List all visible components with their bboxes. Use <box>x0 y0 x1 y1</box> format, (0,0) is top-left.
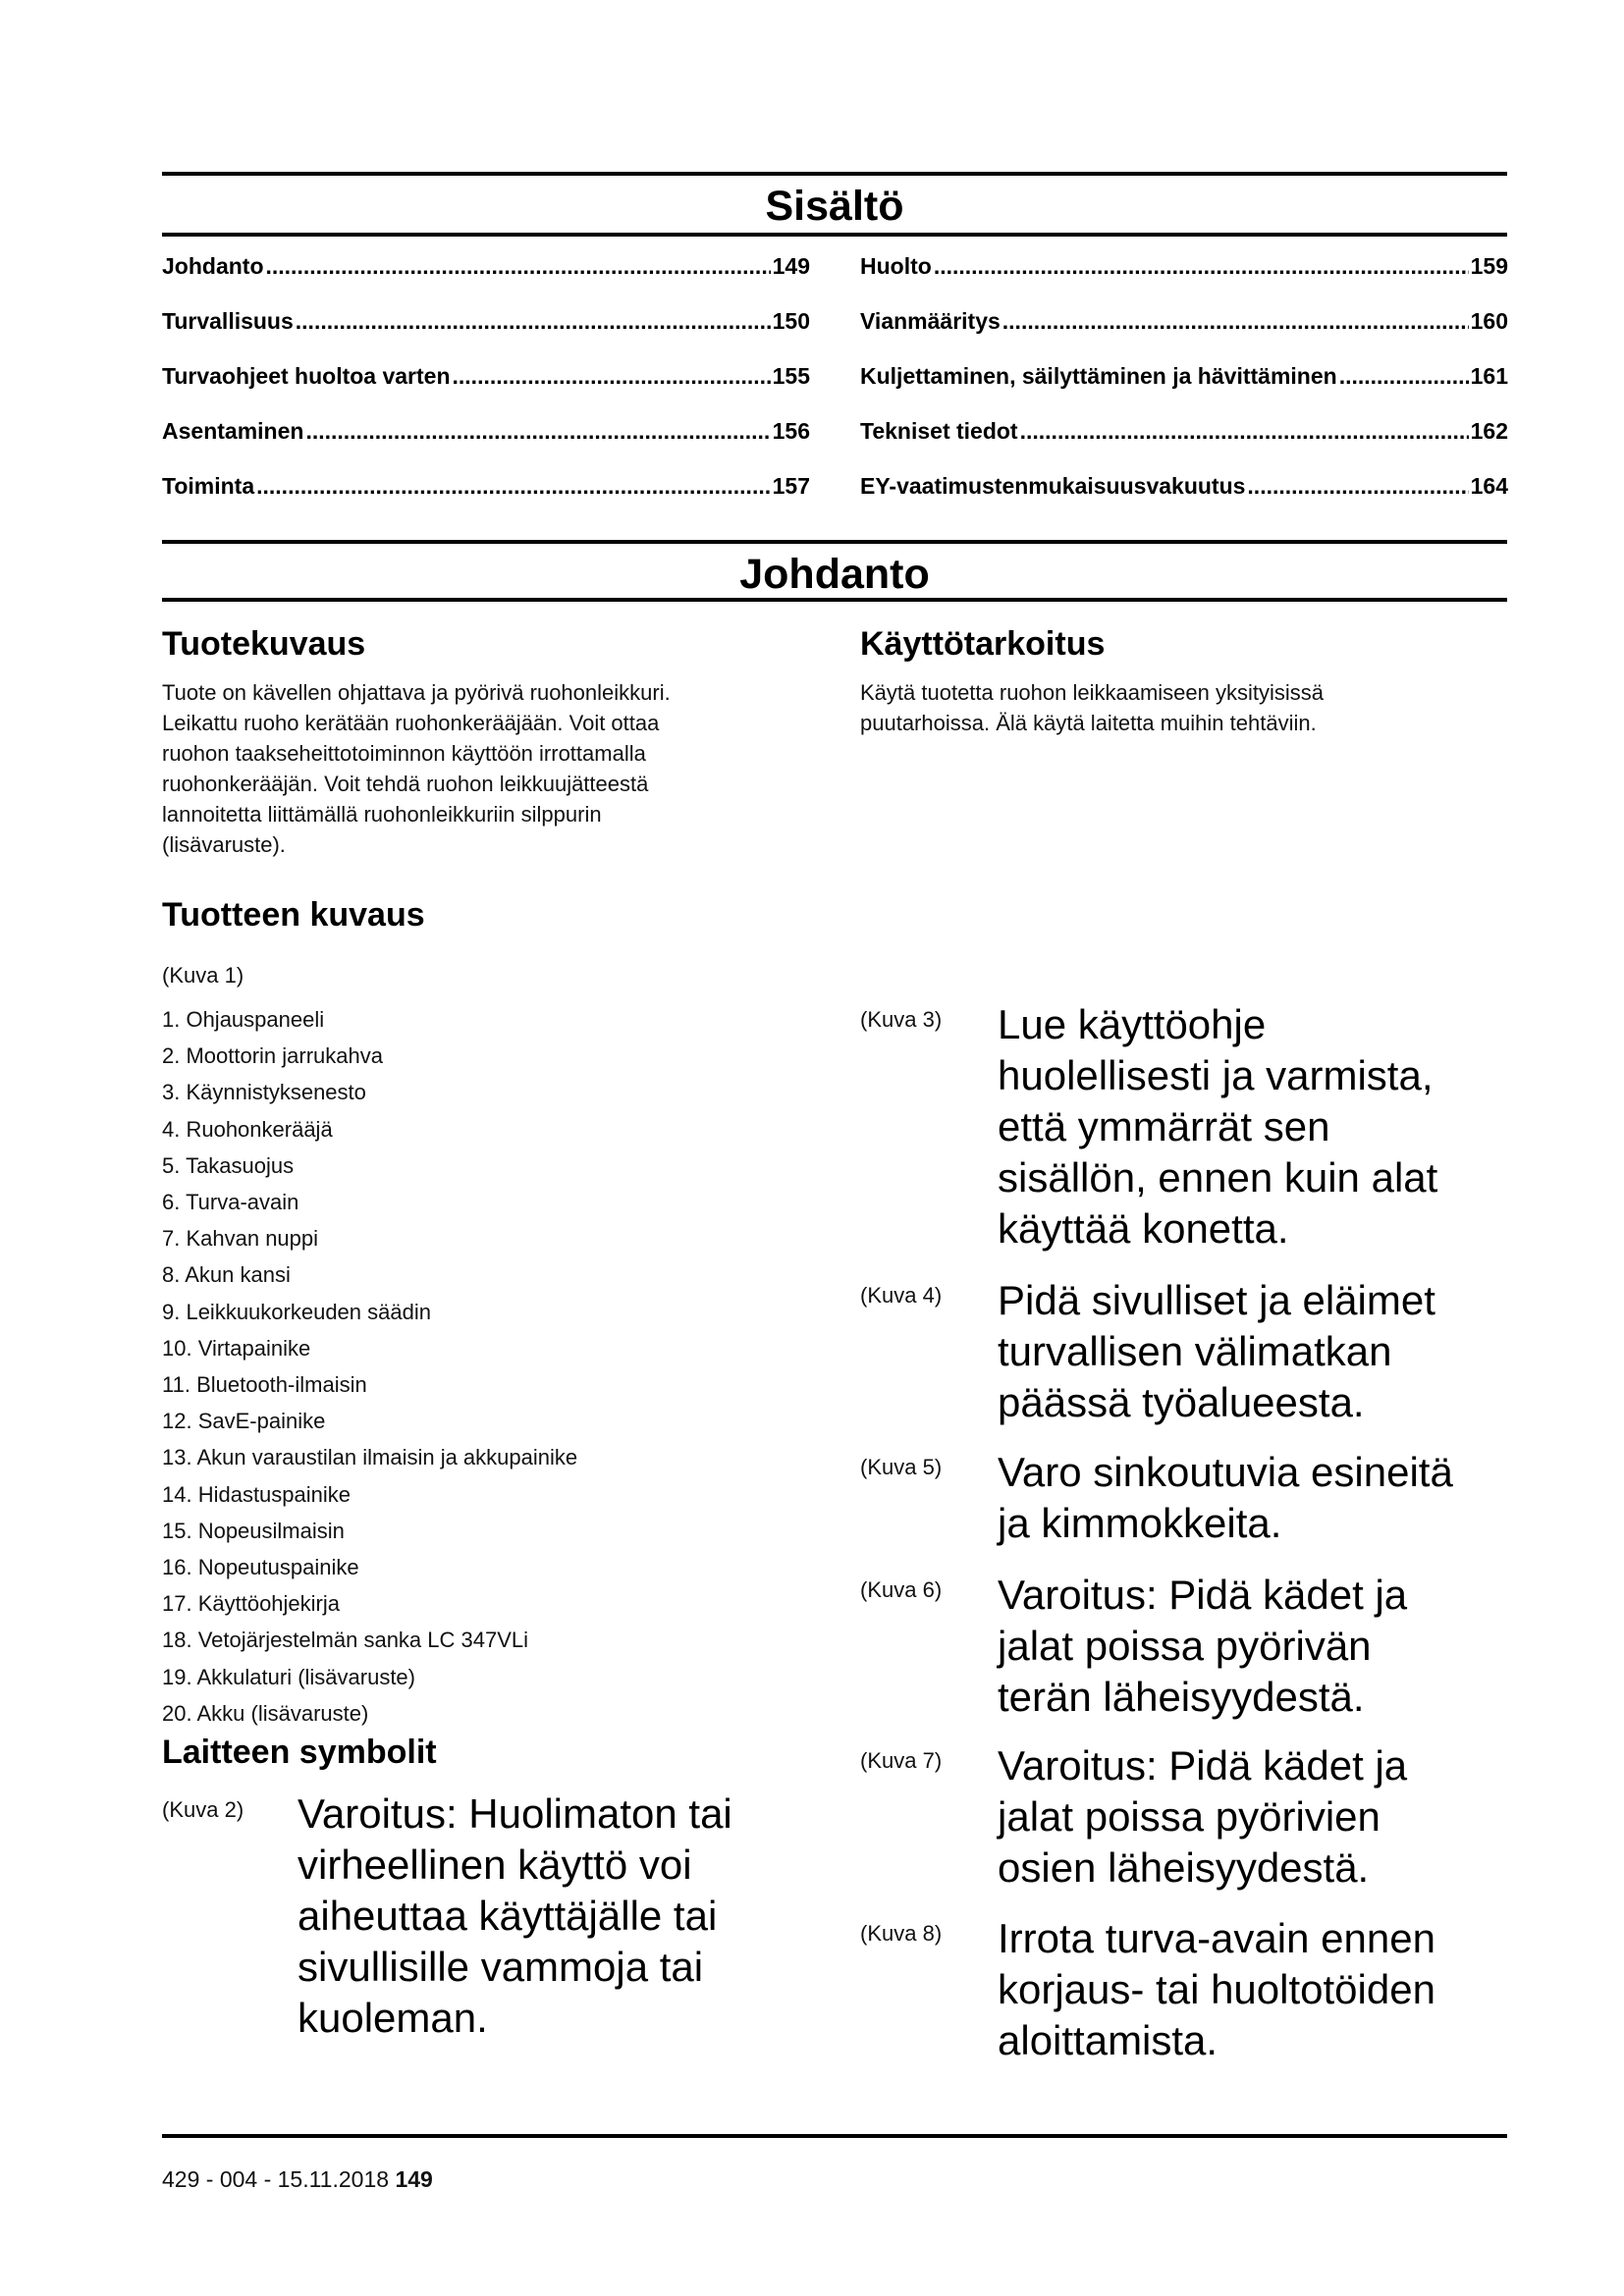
list-item: 9. Leikkuukorkeuden säädin <box>162 1299 431 1324</box>
toc-leader <box>1002 308 1469 335</box>
intended-use-heading: Käyttötarkoitus <box>860 625 1106 663</box>
toc-entry-label: Turvaohjeet huoltoa varten <box>162 363 451 389</box>
toc-entry-page: 150 <box>772 308 810 334</box>
toc-entry-page: 159 <box>1470 253 1508 279</box>
text-line: Varoitus: Huolimaton tai <box>298 1790 732 1837</box>
toc-entry-page: 149 <box>772 253 810 279</box>
figure-ref-kuva3: (Kuva 3) <box>860 1007 943 1032</box>
page-footer <box>162 2166 433 2193</box>
parts-list <box>162 1001 577 1732</box>
toc-entry-label: Huolto <box>860 253 932 279</box>
toc-entry[interactable] <box>162 363 810 418</box>
list-item: 14. Hidastuspainike <box>162 1481 352 1507</box>
figure-ref-kuva6: (Kuva 6) <box>860 1577 943 1602</box>
product-overview-heading: Tuotteen kuvaus <box>162 896 425 934</box>
toc-leader <box>1247 473 1468 500</box>
toc-entry[interactable] <box>162 253 810 308</box>
list-item: 17. Käyttöohjekirja <box>162 1591 340 1617</box>
text-line: terän läheisyydestä. <box>998 1674 1365 1720</box>
text-line: ruohonkerääjän. Voit tehdä ruohon leikkuujätteestä <box>162 772 649 796</box>
toc-leader <box>256 473 771 500</box>
list-item: 1. Ohjauspaneeli <box>162 1007 325 1032</box>
list-item: 2. Moottorin jarrukahva <box>162 1043 383 1069</box>
list-item: 8. Akun kansi <box>162 1262 291 1288</box>
toc-entry[interactable] <box>860 253 1508 308</box>
intended-use-text <box>860 677 1324 738</box>
list-item: 19. Akkulaturi (lisävaruste) <box>162 1664 415 1689</box>
toc-entry-page: 164 <box>1470 473 1508 499</box>
toc-right-column <box>860 253 1508 528</box>
symbol-text-kuva8 <box>998 1913 1435 2066</box>
product-description-heading: Tuotekuvaus <box>162 625 366 663</box>
text-line: sivullisille vammoja tai <box>298 1944 704 1990</box>
text-line: Pidä sivulliset ja eläimet <box>998 1277 1435 1323</box>
list-item: 18. Vetojärjestelmän sanka LC 347VLi <box>162 1628 529 1653</box>
toc-top-rule <box>162 172 1507 176</box>
toc-entry-label: EY-vaatimustenmukaisuusvakuutus <box>860 473 1246 499</box>
list-item: 4. Ruohonkerääjä <box>162 1116 333 1142</box>
symbol-text-kuva3 <box>998 999 1437 1255</box>
text-line: että ymmärrät sen <box>998 1103 1330 1149</box>
text-line: Varoitus: Pidä kädet ja <box>998 1572 1408 1618</box>
text-line: aloittamista. <box>998 2017 1218 2063</box>
text-line: ja kimmokkeita. <box>998 1500 1282 1546</box>
toc-leader <box>934 253 1469 280</box>
toc-entry-label: Vianmääritys <box>860 308 1001 334</box>
symbol-text-kuva4 <box>998 1275 1435 1428</box>
toc-entry[interactable] <box>860 308 1508 363</box>
list-item: 12. SavE-painike <box>162 1409 326 1434</box>
text-line: Varoitus: Pidä kädet ja <box>998 1742 1408 1789</box>
figure-ref-kuva8: (Kuva 8) <box>860 1921 943 1946</box>
text-line: korjaus- tai huoltotöiden <box>998 1966 1435 2012</box>
text-line: Tuote on kävellen ohjattava ja pyörivä ruohonleikkuri. <box>162 680 671 705</box>
toc-leader <box>305 418 770 445</box>
toc-leader <box>266 253 771 280</box>
symbol-text-kuva2 <box>298 1789 732 2044</box>
symbols-heading: Laitteen symbolit <box>162 1734 437 1771</box>
footer-page-number: 149 <box>395 2166 433 2192</box>
toc-entry-label: Tekniset tiedot <box>860 418 1018 444</box>
text-line: jalat poissa pyörivän <box>998 1623 1372 1669</box>
text-line: Lue käyttöohje <box>998 1001 1267 1047</box>
text-line: Käytä tuotetta ruohon leikkaamiseen yksityisissä <box>860 680 1325 705</box>
text-line: (lisävaruste). <box>162 832 286 857</box>
toc-entry-page: 157 <box>772 473 810 499</box>
toc-bottom-rule <box>162 233 1507 237</box>
text-line: käyttää konetta. <box>998 1205 1289 1252</box>
text-line: Leikattu ruoho kerätään ruohonkerääjään. Voit ottaa <box>162 711 660 735</box>
list-item: 10. Virtapainike <box>162 1335 311 1361</box>
toc-leader <box>453 363 771 390</box>
text-line: Irrota turva-avain ennen <box>998 1915 1435 1961</box>
text-line: puutarhoissa. Älä käytä laitetta muihin tehtäviin. <box>860 711 1317 735</box>
toc-leader <box>1020 418 1469 445</box>
figure-ref-kuva2: (Kuva 2) <box>162 1797 244 1822</box>
figure-ref-kuva1: (Kuva 1) <box>162 963 244 988</box>
toc-leader <box>296 308 771 335</box>
text-line: sisällön, ennen kuin alat <box>998 1154 1438 1201</box>
toc-entry[interactable] <box>860 418 1508 473</box>
list-item: 11. Bluetooth-ilmaisin <box>162 1372 367 1398</box>
text-line: Varo sinkoutuvia esineitä <box>998 1449 1453 1495</box>
text-line: ruohon taakseheittotoiminnon käyttöön irrottamalla <box>162 741 646 766</box>
toc-entry-label: Asentaminen <box>162 418 304 444</box>
symbol-text-kuva6 <box>998 1570 1407 1723</box>
toc-entry-page: 160 <box>1470 308 1508 334</box>
intro-top-rule <box>162 540 1507 544</box>
symbol-text-kuva7 <box>998 1740 1407 1894</box>
list-item: 13. Akun varaustilan ilmaisin ja akkupainike <box>162 1445 578 1470</box>
figure-ref-kuva4: (Kuva 4) <box>860 1283 943 1308</box>
figure-ref-kuva5: (Kuva 5) <box>860 1455 943 1479</box>
toc-entry[interactable] <box>860 363 1508 418</box>
toc-entry-page: 156 <box>772 418 810 444</box>
text-line: päässä työalueesta. <box>998 1379 1365 1425</box>
footer-doc-ref: 429 - 004 - 15.11.2018 <box>162 2166 390 2192</box>
list-item: 15. Nopeusilmaisin <box>162 1518 345 1543</box>
toc-entry-page: 155 <box>772 363 810 389</box>
product-description-text <box>162 677 671 860</box>
text-line: huolellisesti ja varmista, <box>998 1052 1434 1098</box>
list-item: 5. Takasuojus <box>162 1152 295 1178</box>
text-line: aiheuttaa käyttäjälle tai <box>298 1893 718 1939</box>
toc-entry-label: Johdanto <box>162 253 264 279</box>
toc-entry-label: Turvallisuus <box>162 308 294 334</box>
text-line: jalat poissa pyörivien <box>998 1793 1380 1840</box>
text-line: lannoitetta liittämällä ruohonleikkuriin silppurin <box>162 802 602 827</box>
toc-entry[interactable] <box>162 473 810 528</box>
toc-entry[interactable] <box>860 473 1508 528</box>
text-line: turvallisen välimatkan <box>998 1328 1392 1374</box>
intro-bottom-rule <box>162 598 1507 602</box>
toc-entry-label: Toiminta <box>162 473 255 499</box>
toc-entry-page: 162 <box>1470 418 1508 444</box>
list-item: 6. Turva-avain <box>162 1190 299 1215</box>
text-line: virheellinen käyttö voi <box>298 1842 692 1888</box>
toc-entry-label: Kuljettaminen, säilyttäminen ja hävittäminen <box>860 363 1337 389</box>
intro-title: Johdanto <box>739 551 930 598</box>
toc-entry[interactable] <box>162 418 810 473</box>
toc-left-column <box>162 253 810 528</box>
figure-ref-kuva7: (Kuva 7) <box>860 1748 943 1773</box>
list-item: 7. Kahvan nuppi <box>162 1226 319 1252</box>
text-line: osien läheisyydestä. <box>998 1844 1370 1891</box>
text-line: kuoleman. <box>298 1995 488 2041</box>
toc-title: Sisältö <box>765 183 904 230</box>
list-item: 16. Nopeutuspainike <box>162 1555 359 1580</box>
toc-entry-page: 161 <box>1470 363 1508 389</box>
list-item: 20. Akku (lisävaruste) <box>162 1700 369 1726</box>
footer-rule <box>162 2134 1507 2138</box>
toc-leader <box>1339 363 1469 390</box>
symbol-text-kuva5 <box>998 1447 1453 1549</box>
list-item: 3. Käynnistyksenesto <box>162 1080 366 1105</box>
toc-entry[interactable] <box>162 308 810 363</box>
